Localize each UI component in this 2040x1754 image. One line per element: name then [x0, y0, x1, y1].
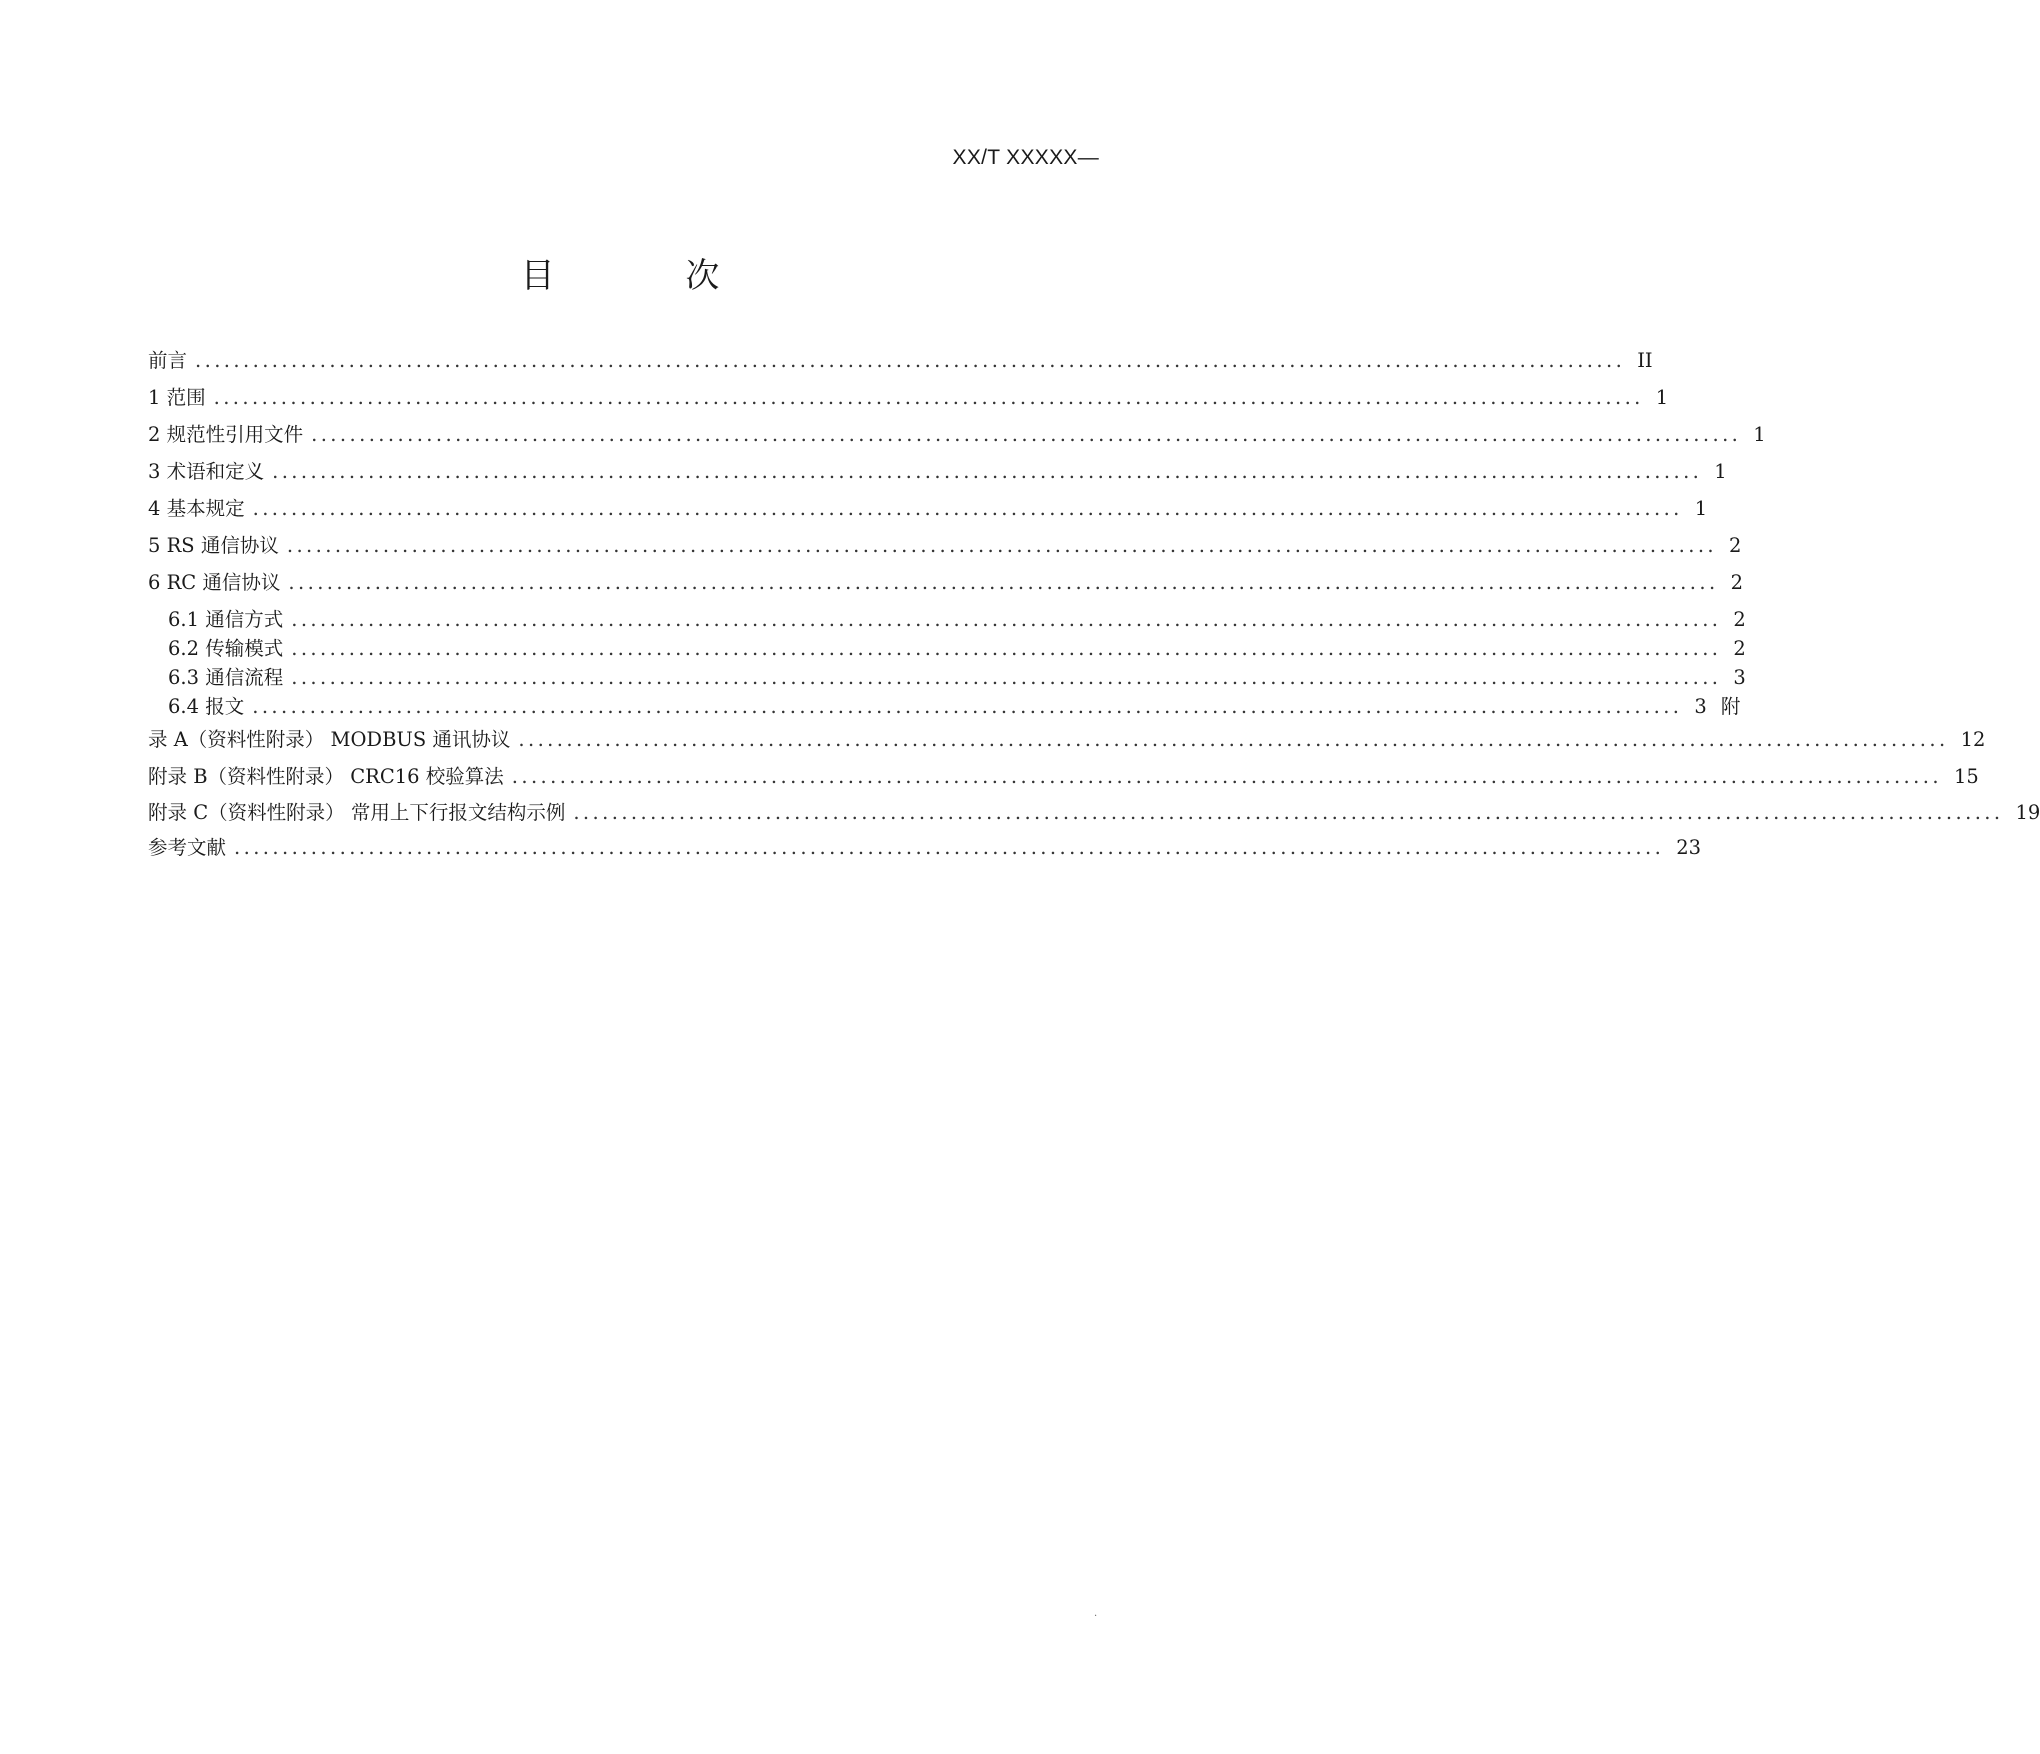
toc-entry-appendix-a[interactable] — [148, 724, 1986, 752]
toc-leader-dots: ..................................................................................................................................................... — [234, 836, 1665, 859]
toc-entry-page: 2 — [1733, 608, 1746, 631]
toc-entry-page: 1 — [1694, 497, 1708, 520]
toc-entry-page: 2 — [1733, 637, 1746, 660]
toc-leader-dots: ..................................................................................................................................................... — [518, 728, 1949, 751]
toc-leader-dots: ..................................................................................................................................................... — [291, 666, 1722, 689]
toc-entry-page: 3 — [1694, 695, 1707, 718]
toc-entry-basic-provisions[interactable] — [148, 493, 1708, 521]
page-title: 目 次 — [520, 256, 780, 296]
toc-leader-dots: ..................................................................................................................................................... — [573, 801, 2004, 824]
toc-leader-dots: ..................................................................................................................................................... — [272, 460, 1703, 483]
toc-leader-dots: ..................................................................................................................................................... — [252, 695, 1683, 718]
toc-entry-rc-protocol[interactable] — [148, 567, 1744, 595]
toc-entry-appendix-b[interactable] — [148, 761, 1979, 789]
toc-leader-dots: ..................................................................................................................................................... — [291, 608, 1722, 631]
toc-entry-label: 1 范围 — [148, 386, 206, 409]
toc-entry-label: 参考文献 — [148, 836, 227, 859]
footer-mark: . — [1094, 1608, 1098, 1619]
toc-entry-label: 附录 C（资料性附录） 常用上下行报文结构示例 — [148, 801, 566, 824]
toc-entry-appendix-c[interactable] — [148, 797, 2040, 825]
toc-leader-dots: ..................................................................................................................................................... — [288, 571, 1719, 594]
toc-entry-6-1[interactable] — [168, 604, 1746, 632]
toc-entry-foreword[interactable] — [148, 345, 1653, 373]
toc-leader-dots: ..................................................................................................................................................... — [252, 497, 1683, 520]
toc-entry-page: 1 — [1714, 460, 1727, 483]
toc-entry-label: 录 A（资料性附录） MODBUS 通讯协议 — [148, 728, 511, 751]
toc-entry-page: 2 — [1730, 571, 1744, 594]
toc-entry-bibliography[interactable] — [148, 832, 1702, 860]
toc-entry-label: 6.2 传输模式 — [168, 637, 284, 660]
toc-entry-label: 6 RC 通信协议 — [148, 571, 281, 594]
toc-entry-page: 1 — [1655, 386, 1669, 409]
toc-entry-normative-references[interactable] — [148, 419, 1766, 447]
toc-leader-dots: ..................................................................................................................................................... — [213, 386, 1644, 409]
toc-entry-label: 前言 — [148, 349, 188, 372]
toc-entry-label: 3 术语和定义 — [148, 460, 265, 483]
toc-entry-label: 2 规范性引用文件 — [148, 423, 304, 446]
toc-leader-dots: ..................................................................................................................................................... — [511, 765, 1942, 788]
toc-entry-scope[interactable] — [148, 382, 1669, 410]
toc-entry-terms-definitions[interactable] — [148, 456, 1727, 484]
toc-leader-dots: ..................................................................................................................................................... — [291, 637, 1722, 660]
toc-entry-rs-protocol[interactable] — [148, 530, 1742, 558]
document-code: XX/T XXXXX— — [952, 146, 1099, 169]
toc-entry-label: 附录 B（资料性附录） CRC16 校验算法 — [148, 765, 504, 788]
toc-entry-6-3[interactable] — [168, 662, 1746, 690]
toc-entry-label: 6.4 报文 — [168, 695, 245, 718]
toc-leader-dots: ..................................................................................................................................................... — [195, 349, 1626, 372]
toc-entry-page: 2 — [1729, 534, 1742, 557]
toc-entry-6-2[interactable] — [168, 633, 1746, 661]
toc-entry-page: II — [1637, 349, 1653, 372]
toc-entry-label: 5 RS 通信协议 — [148, 534, 279, 557]
toc-entry-label: 4 基本规定 — [148, 497, 245, 520]
toc-entry-overflow-text: 附 — [1720, 695, 1741, 718]
toc-entry-page: 1 — [1753, 423, 1766, 446]
toc-entry-page: 23 — [1676, 836, 1702, 859]
toc-entry-label: 6.1 通信方式 — [168, 608, 284, 631]
toc-entry-6-4[interactable] — [168, 691, 1741, 719]
toc-entry-label: 6.3 通信流程 — [168, 666, 284, 689]
toc-entry-page: 3 — [1733, 666, 1746, 689]
toc-entry-page: 12 — [1960, 728, 1986, 751]
toc-entry-page: 19 — [2015, 801, 2040, 824]
toc-leader-dots: ..................................................................................................................................................... — [311, 423, 1742, 446]
toc-entry-page: 15 — [1953, 765, 1979, 788]
toc-leader-dots: ..................................................................................................................................................... — [286, 534, 1718, 557]
